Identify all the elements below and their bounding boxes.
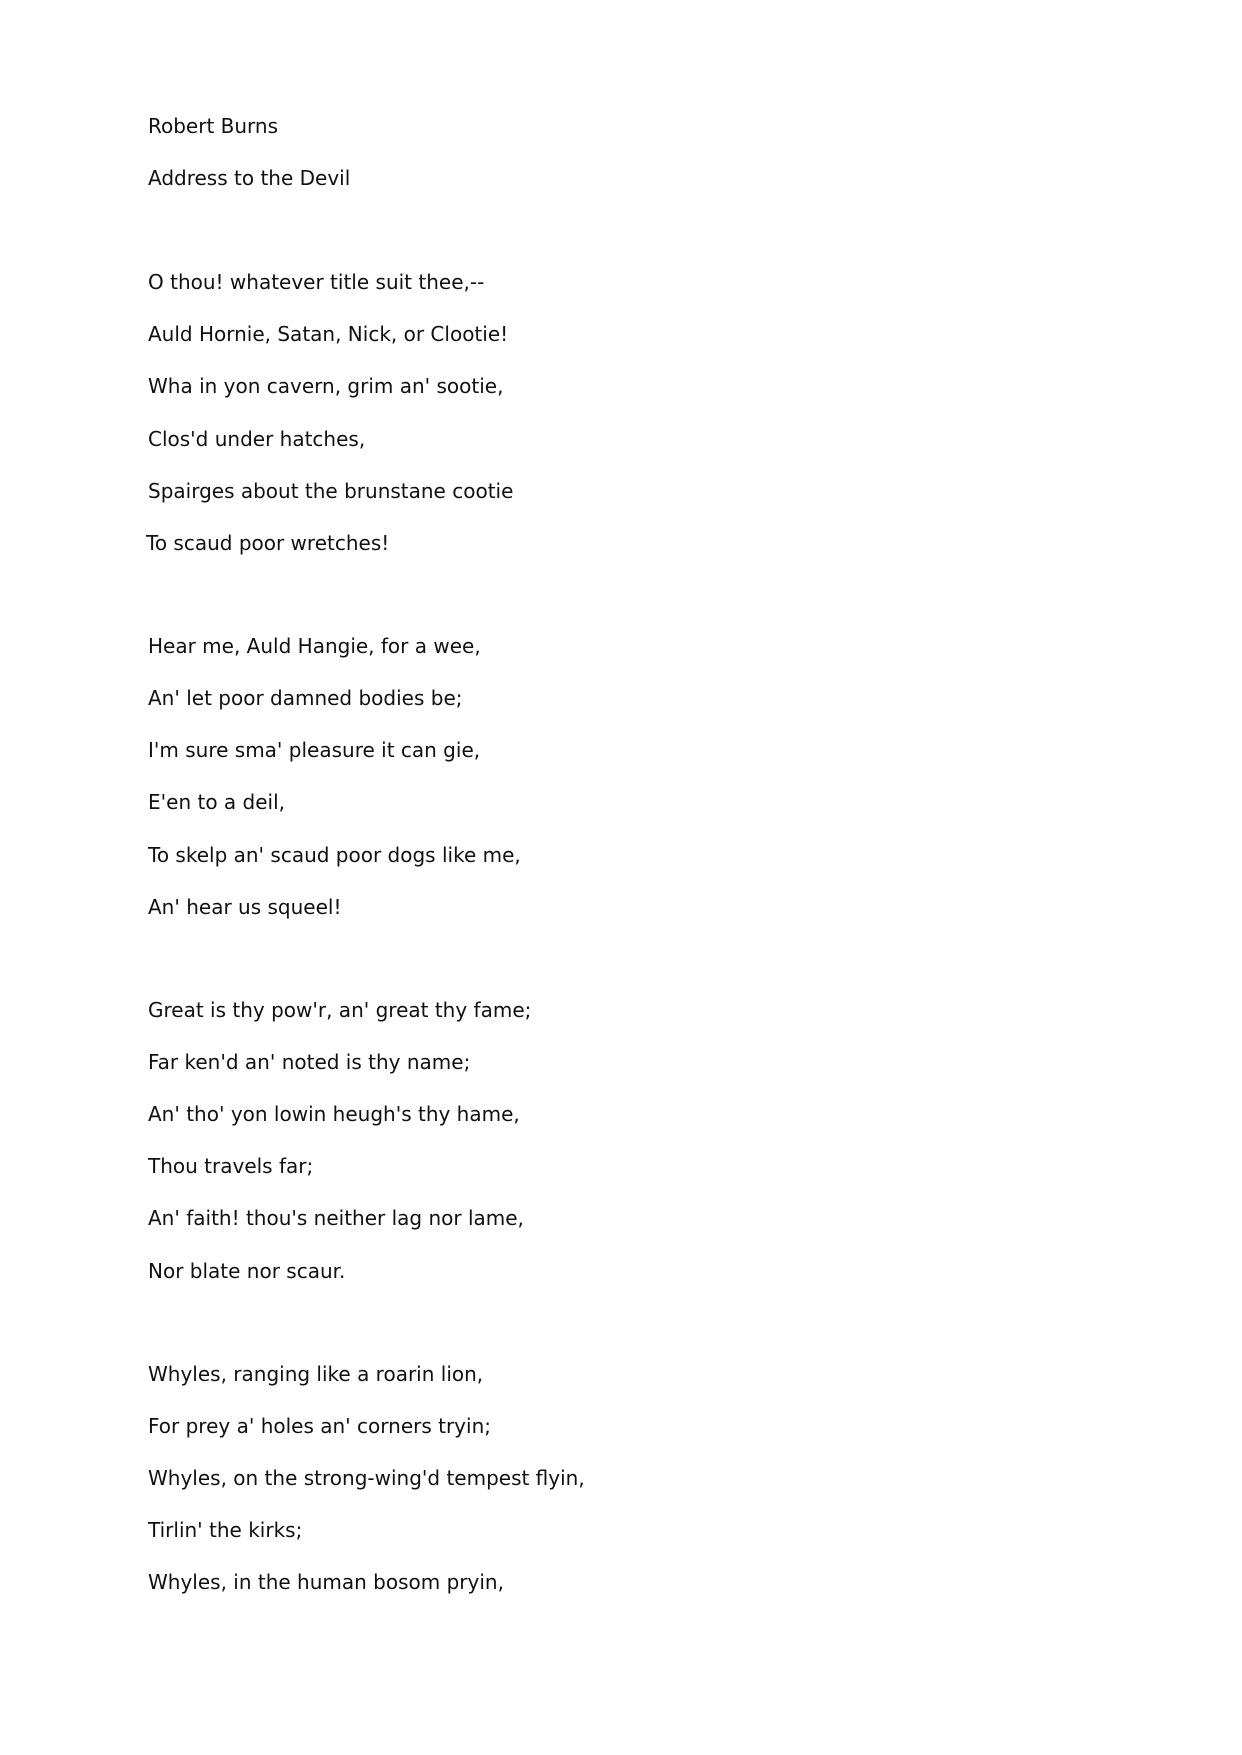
- poem-line: To skelp an' scaud poor dogs like me,: [148, 843, 521, 867]
- poem-line: I'm sure sma' pleasure it can gie,: [148, 738, 481, 762]
- poem-line: Hear me, Auld Hangie, for a wee,: [148, 634, 481, 658]
- poem-line: O thou! whatever title suit thee,--: [148, 270, 485, 294]
- poem-line: Auld Hornie, Satan, Nick, or Clootie!: [148, 322, 509, 346]
- poem-line: Whyles, on the strong-wing'd tempest flyin,: [148, 1466, 585, 1490]
- poem-line: Thou travels far;: [148, 1154, 314, 1178]
- poem-line: An' hear us squeel!: [148, 895, 342, 919]
- poem-line: Spairges about the brunstane cootie: [148, 479, 514, 503]
- poem-line: Wha in yon cavern, grim an' sootie,: [148, 374, 504, 398]
- author-name: Robert Burns: [148, 114, 279, 138]
- poem-line: Clos'd under hatches,: [148, 427, 366, 451]
- poem-line: An' faith! thou's neither lag nor lame,: [148, 1206, 524, 1230]
- poem-line: Nor blate nor scaur.: [148, 1259, 346, 1283]
- poem-line: Great is thy pow'r, an' great thy fame;: [148, 998, 532, 1022]
- poem-line: Whyles, ranging like a roarin lion,: [148, 1362, 484, 1386]
- poem-title: Address to the Devil: [148, 166, 351, 190]
- poem-line: Far ken'd an' noted is thy name;: [148, 1050, 471, 1074]
- poem-line: An' let poor damned bodies be;: [148, 686, 463, 710]
- poem-line: E'en to a deil,: [148, 790, 285, 814]
- poem-line: To scaud poor wretches!: [146, 531, 390, 555]
- poem-line: Whyles, in the human bosom pryin,: [148, 1570, 504, 1594]
- poem-line: An' tho' yon lowin heugh's thy hame,: [148, 1102, 520, 1126]
- poem-line: For prey a' holes an' corners tryin;: [148, 1414, 491, 1438]
- poem-line: Tirlin' the kirks;: [148, 1518, 303, 1542]
